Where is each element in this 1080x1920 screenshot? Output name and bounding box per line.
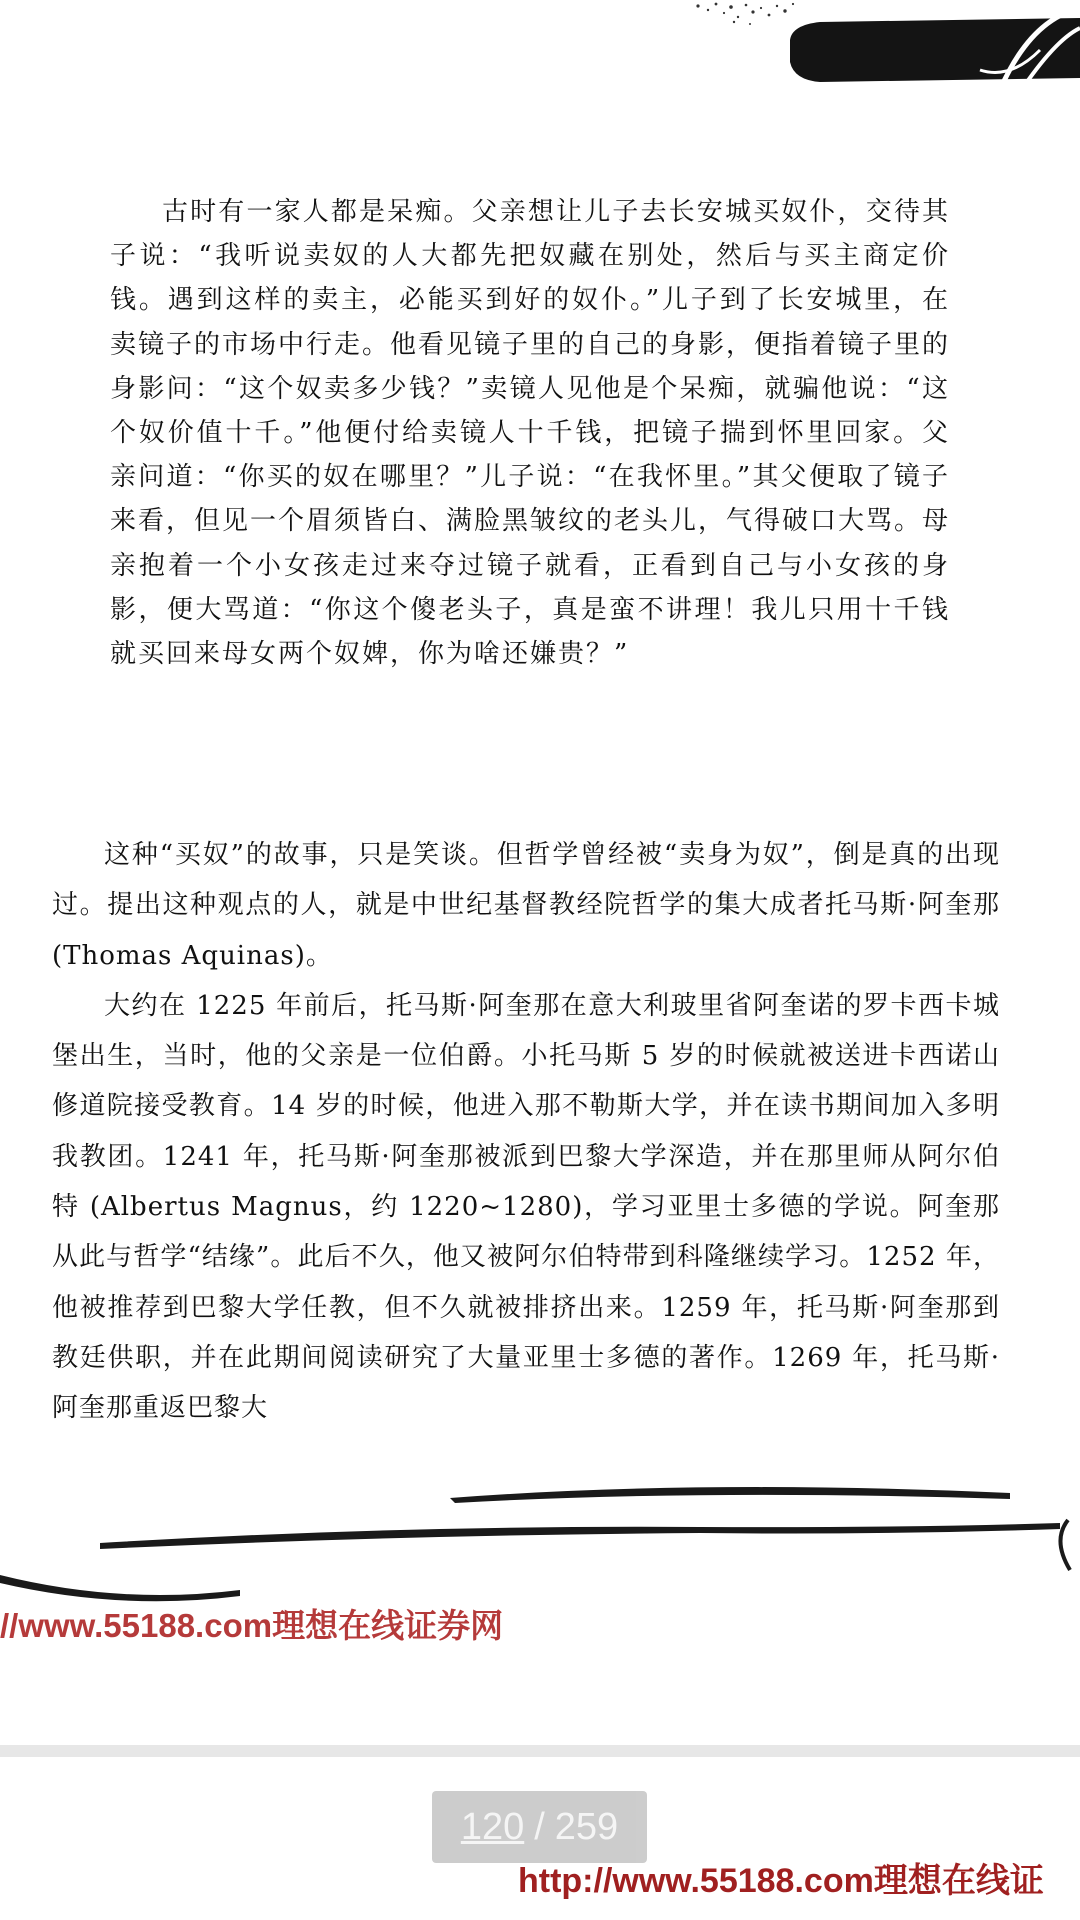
watermark-url-top: //www.55188.com理想在线证券网 [0,1607,504,1644]
viewer-divider [0,1745,1080,1757]
page-separator: / [534,1805,545,1848]
story-excerpt [110,190,950,676]
footer-brush-swoosh [0,1465,1080,1615]
current-page-number[interactable]: 120 [460,1805,525,1848]
body-paragraph-1: 这种“买奴”的故事，只是笑谈。但哲学曾经被“卖身为奴”，倒是真的出现过。提出这种观点的人，就是中世纪基督教经院哲学的集大成者托马斯·阿奎那 (Thomas Aquinas)。 [52,840,1000,971]
header-brush-decoration [780,0,1080,100]
story-paragraph: 古时有一家人都是呆痴。父亲想让儿子去长安城买奴仆，交待其子说：“我听说卖奴的人大都先把奴藏在别处，然后与买主商定价钱。遇到这样的卖主，必能买到好的奴仆。”儿子到了长安城里，在卖镜子的市场中行走。他看见镜子里的自己的身影，便指着镜子里的身影问：“这个奴卖多少钱？”卖镜人见他是个呆痴，就骗他说：“这个奴价值十千。”他便付给卖镜人十千钱，把镜子揣到怀里回家。父亲问道：“你买的奴在哪里？”儿子说：“在我怀里。”其父便取了镜子来看，但见一个眉须皆白、满脸黑皱纹的老头儿，气得破口大骂。母亲抱着一个小女孩走过来夺过镜子就看，正看到自己与小女孩的身影，便大骂道：“你这个傻老头子，真是蛮不讲理！我儿只用十千钱就买回来母女两个奴婢，你为啥还嫌贵？” [110,197,951,670]
body-paragraph-2: 大约在 1225 年前后，托马斯·阿奎那在意大利玻里省阿奎诺的罗卡西卡城堡出生，当时，他的父亲是一位伯爵。小托马斯 5 岁的时候就被送进卡西诺山修道院接受教育。14 岁的时候，他进入那不勒斯大学，并在读书期间加入多明我教团。1241 年，托马斯·阿奎那被派到巴黎大学深造，并在那里师从阿尔伯特 (Albertus Magnus，约 1220~1280)，学习亚里士多德的学说。阿奎那从此与哲学“结缘”。此后不久，他又被阿尔伯特带到科隆继续学习。1252 年，他被推荐到巴黎大学任教，但不久就被排挤出来。1259 年，托马斯·阿奎那到教廷供职，并在此期间阅读研究了大量亚里士多德的著作。1269 年，托马斯·阿奎那重返巴黎大 [52,990,1000,1424]
total-pages: 259 [554,1805,619,1848]
body-text [52,830,1000,1434]
watermark-url-bottom: http://www.55188.com理想在线证 [518,1862,1044,1900]
